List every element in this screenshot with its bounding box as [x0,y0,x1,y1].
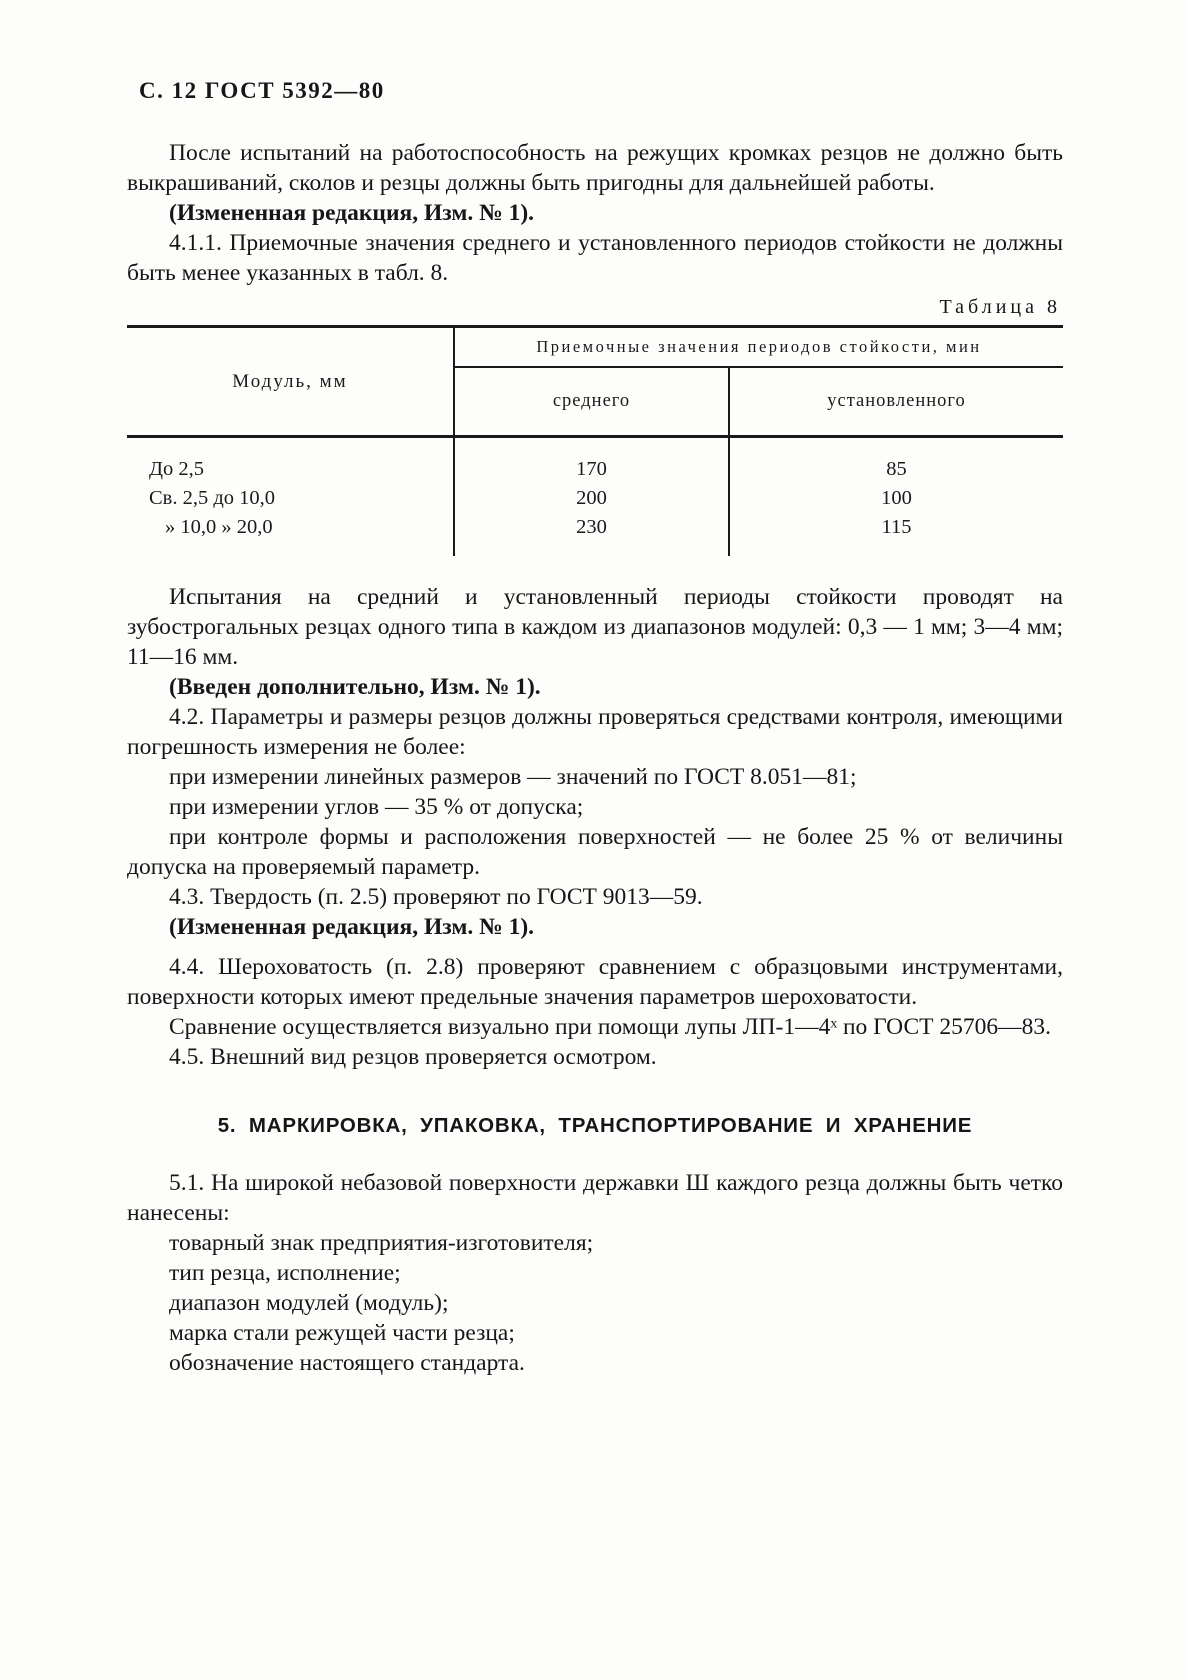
marking-list-item-standard-designation: обозначение настоящего стандарта. [169,1350,525,1376]
table-cell-average: 230 [576,516,607,538]
marking-list-item-type: тип резца, исполнение; [169,1260,401,1286]
section-5-heading: 5. МАРКИРОВКА, УПАКОВКА, ТРАНСПОРТИРОВАНИЕ И ХРАНЕНИЕ [217,1114,973,1137]
paragraph-4-4: 4.4. Шероховатость (п. 2.8) проверяют сравнением с образцовыми инструментами, поверхности которых имеют предельные значения параметров шероховатости. [127,954,1063,1010]
table-cell-average: 200 [576,487,607,509]
table-cell-set: 85 [886,458,907,480]
marking-list-item-module-range: диапазон модулей (модуль); [169,1290,449,1316]
table-8-column-set [730,438,1063,556]
table-8-body [127,438,1063,556]
paragraph-4-5: 4.5. Внешний вид резцов проверяется осмотром. [169,1044,657,1070]
paragraph-introduced-additionally: (Введен дополнительно, Изм. № 1). [169,674,541,700]
table-cell-module: » 10,0 » 20,0 [165,516,273,538]
paragraph-4-2: 4.2. Параметры и размеры резцов должны проверяться средствами контроля, имеющими погрешность измерения не более: [127,704,1063,760]
paragraph-4-3: 4.3. Твердость (п. 2.5) проверяют по ГОСТ 9013—59. [169,884,703,910]
table-8-column-module [127,438,455,556]
table-8-subheader-set: установленного [827,391,966,411]
paragraph-amended-edition-1: (Измененная редакция, Изм. № 1). [169,200,535,226]
paragraph-amended-edition-2: (Измененная редакция, Изм. № 1). [169,914,535,940]
table-cell-set: 115 [881,516,912,538]
page-header: С. 12 ГОСТ 5392—80 [139,78,385,103]
paragraph-linear-measure: при измерении линейных размеров — значений по ГОСТ 8.051—81; [169,764,857,790]
table-8 [127,325,1063,556]
paragraph-5-1: 5.1. На широкой небазовой поверхности державки Ш каждого резца должны быть четко нанесены: [127,1170,1063,1226]
table-cell-set: 100 [881,487,912,509]
paragraph-form-control: при контроле формы и расположения поверхностей — не более 25 % от величины допуска на проверяемый параметр. [127,824,1063,880]
table-8-span-header: Приемочные значения периодов стойкости, мин [455,328,1063,368]
paragraph-4-1-1: 4.1.1. Приемочные значения среднего и установленного периодов стойкости не должны быть менее указанных в табл. 8. [127,230,1063,286]
table-cell-average: 170 [576,458,607,480]
paragraph-after-tests: После испытаний на работоспособность на режущих кромках резцов не должно быть выкрашиваний, сколов и резцы должны быть пригодны для дальнейшей работы. [127,140,1063,196]
paragraph-tests-range: Испытания на средний и установленный периоды стойкости проводят на зубострогальных резцах одного типа в каждом из диапазонов модулей: 0,3 — 1 мм; 3—4 мм; 11—16 мм. [127,584,1063,670]
paragraph-comparison: Сравнение осуществляется визуально при помощи лупы ЛП-1—4ˣ по ГОСТ 25706—83. [169,1014,1051,1040]
table-8-module-header: Модуль, мм [127,328,455,435]
table-caption: Таблица 8 [939,296,1061,318]
table-8-column-average [455,438,730,556]
table-8-subheader-row [455,368,1063,435]
paragraph-angle-measure: при измерении углов — 35 % от допуска; [169,794,584,820]
table-cell-module: Св. 2,5 до 10,0 [149,487,276,509]
table-8-subheader-average: среднего [455,368,730,435]
marking-list-item-trademark: товарный знак предприятия-изготовителя; [169,1230,594,1256]
table-cell-module: До 2,5 [149,458,204,480]
table-8-header [127,328,1063,438]
marking-list-item-steel-grade: марка стали режущей части резца; [169,1320,515,1346]
table-8-span-area [455,328,1063,435]
